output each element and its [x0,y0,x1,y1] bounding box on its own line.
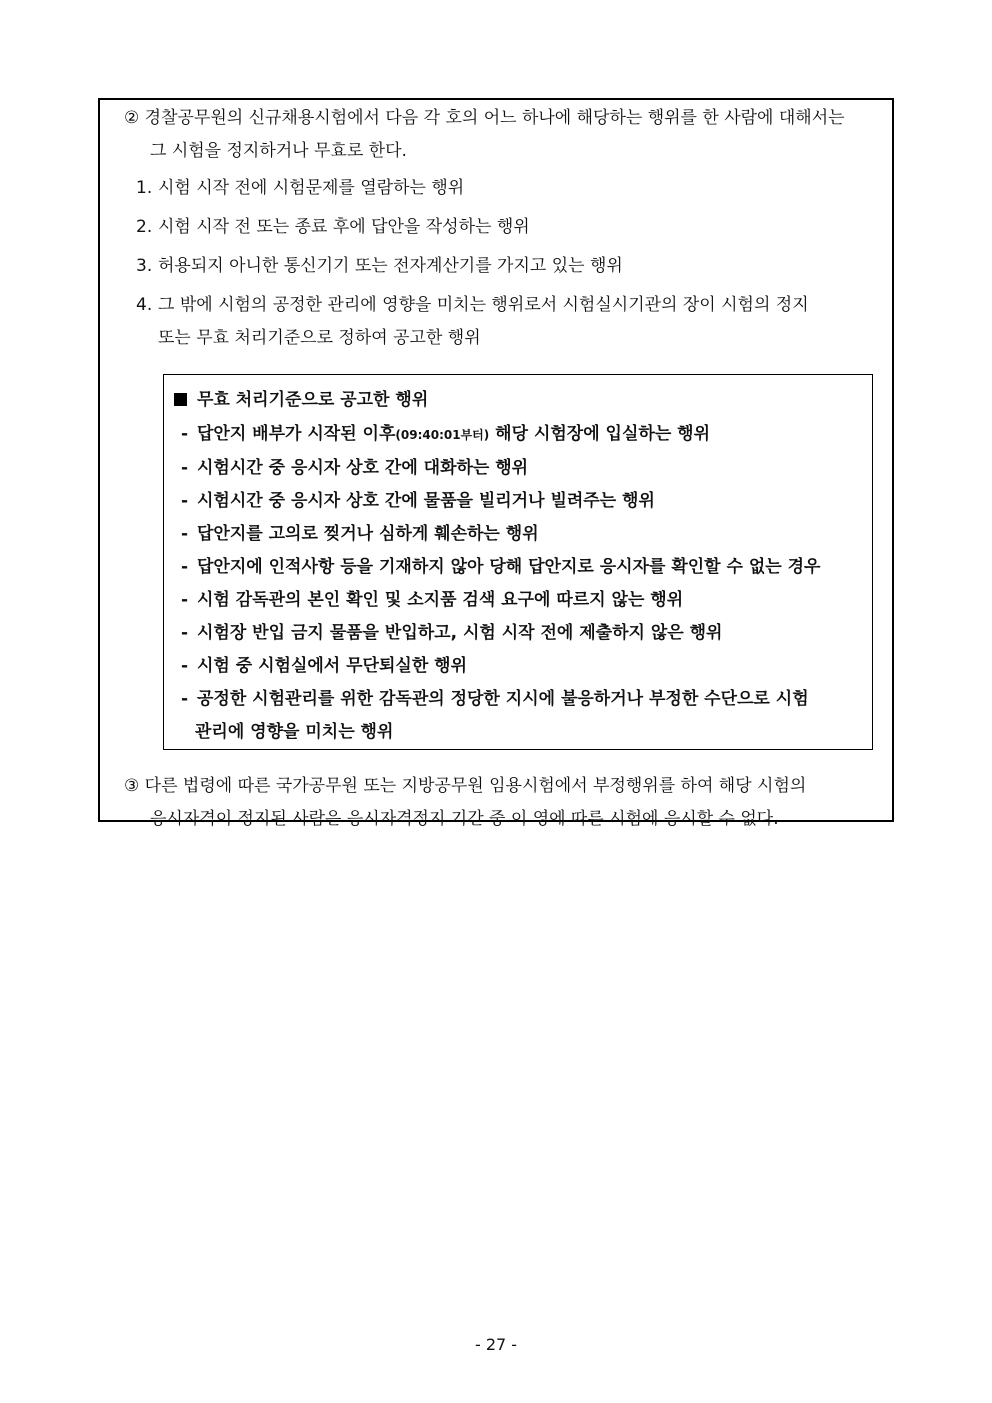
list-item [181,617,871,650]
item-number: 3. [136,256,153,276]
criteria-text: 답안지에 인적사항 등을 기재하지 않아 당해 답안지로 응시자를 확인할 수 없는 경우 [197,557,821,577]
list-item [181,683,871,749]
item-text-continued: 또는 무효 처리기준으로 정하여 공고한 행위 [158,328,481,348]
list-item [136,172,881,205]
item-text: 그 밖에 시험의 공정한 관리에 영향을 미치는 행위로서 시험실시기관의 장이 시험의 정지 [158,295,809,315]
paragraph-3-line-1: 다른 법령에 따른 국가공무원 또는 지방공무원 임용시험에서 부정행위를 하여 해당 시험의 [144,776,807,796]
list-item [181,584,871,617]
dash-bullet: - [181,524,189,544]
item-number: 1. [136,178,153,198]
dash-bullet: - [181,689,189,709]
item-text: 허용되지 아니한 통신기기 또는 전자계산기를 가지고 있는 행위 [158,256,623,276]
numbered-item-list [136,172,881,361]
list-item [181,551,871,584]
list-item [181,418,871,452]
dash-bullet: - [181,491,189,511]
criteria-list [181,418,871,749]
item-number: 2. [136,217,153,237]
dash-bullet: - [181,623,189,643]
list-item [136,289,881,355]
criteria-text: 답안지를 고의로 찢거나 심하게 훼손하는 행위 [197,524,539,544]
criteria-time-note: (09:40:01부터) [395,428,490,442]
item-text: 시험 시작 전 또는 종료 후에 답안을 작성하는 행위 [158,217,530,237]
criteria-text-tail: 해당 시험장에 입실하는 행위 [489,424,711,444]
list-item [181,485,871,518]
paragraph-2 [124,102,884,168]
criteria-text-continued: 관리에 영향을 미치는 행위 [195,722,394,742]
paragraph-3-marker: ③ [124,776,140,796]
list-item [136,250,881,283]
criteria-text: 시험시간 중 응시자 상호 간에 물품을 빌리거나 빌려주는 행위 [197,491,655,511]
dash-bullet: - [181,557,189,577]
invalidation-criteria-box [163,374,873,750]
dash-bullet: - [181,590,189,610]
item-number: 4. [136,295,153,315]
criteria-text: 시험 중 시험실에서 무단퇴실한 행위 [197,656,468,676]
dash-bullet: - [181,656,189,676]
paragraph-2-line-1: 경찰공무원의 신규채용시험에서 다음 각 호의 어느 하나에 해당하는 행위를 한 사람에 대해서는 [144,108,845,128]
criteria-title [174,385,428,415]
criteria-text: 시험 감독관의 본인 확인 및 소지품 검색 요구에 따르지 않는 행위 [197,590,684,610]
paragraph-3-line-2: 응시자격이 정지된 사람은 응시자격정지 기간 중 이 영에 따른 시험에 응시할 수 없다. [150,809,779,829]
criteria-text: 답안지 배부가 시작된 이후 [197,424,396,444]
list-item [136,211,881,244]
paragraph-2-marker: ② [124,108,140,128]
criteria-text: 시험시간 중 응시자 상호 간에 대화하는 행위 [197,458,529,478]
criteria-text: 공정한 시험관리를 위한 감독관의 정당한 지시에 불응하거나 부정한 수단으로 시험 [197,689,809,709]
item-text: 시험 시작 전에 시험문제를 열람하는 행위 [158,178,465,198]
rule-text-box [98,98,894,829]
dash-bullet: - [181,424,189,444]
paragraph-3 [124,770,890,836]
page-number: - 27 - [474,1335,518,1354]
dash-bullet: - [181,458,189,478]
criteria-text: 시험장 반입 금지 물품을 반입하고, 시험 시작 전에 제출하지 않은 행위 [197,623,723,643]
black-square-icon [174,393,187,406]
criteria-title-text: 무효 처리기준으로 공고한 행위 [197,390,429,410]
list-item [181,518,871,551]
list-item [181,452,871,485]
paragraph-2-line-2: 그 시험을 정지하거나 무효로 한다. [150,141,407,161]
list-item [181,650,871,683]
